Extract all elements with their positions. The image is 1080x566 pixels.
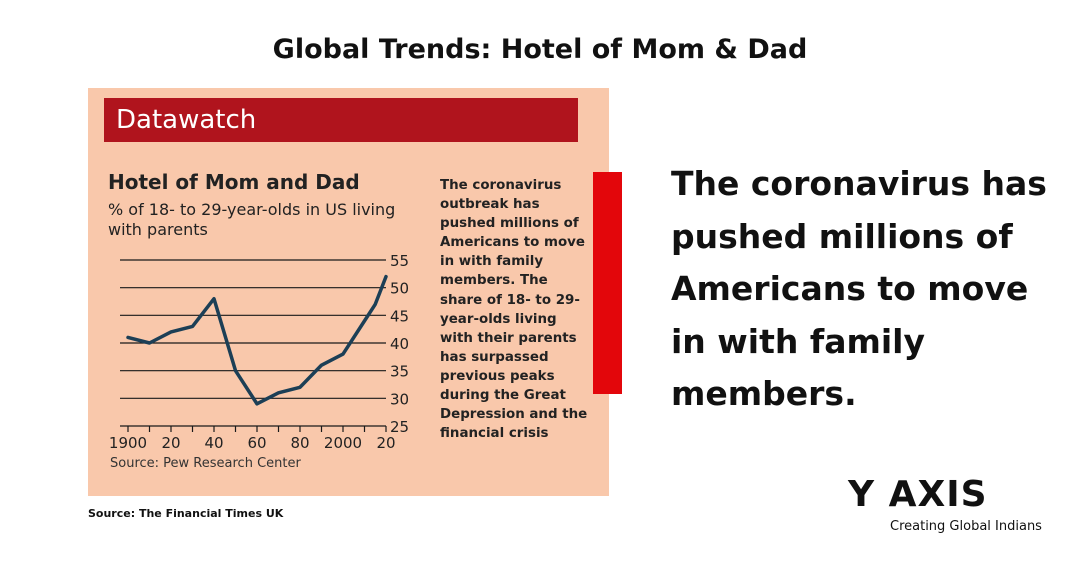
headline-quote: The coronavirus has pushed millions of Americans to move in with family members. bbox=[671, 164, 1047, 413]
y-tick-label: 35 bbox=[390, 362, 410, 381]
y-tick-label: 40 bbox=[390, 335, 410, 353]
banner-label: Datawatch bbox=[116, 105, 257, 135]
y-tick-label: 30 bbox=[390, 390, 410, 409]
x-tick-label: 2000 bbox=[323, 434, 363, 452]
series-line bbox=[128, 277, 386, 404]
accent-bar bbox=[593, 172, 622, 394]
y-tick-label: 50 bbox=[390, 279, 410, 298]
chart-annotation: The coronavirus outbreak has pushed millions of Americans to move in with family members. The share of 18- to 29-year-olds living with their parents has surpassed previous peaks during the Great Depression and the financial crisis bbox=[440, 178, 588, 442]
logo-tagline: Creating Global Indians bbox=[890, 519, 1042, 534]
y-tick-label: 55 bbox=[390, 252, 410, 270]
y-tick-label: 45 bbox=[390, 307, 410, 326]
chart-title: Hotel of Mom and Dad bbox=[108, 170, 360, 194]
x-tick-label: 80 bbox=[290, 434, 310, 452]
x-tick-label: 60 bbox=[247, 434, 267, 452]
x-tick-label: 20 bbox=[161, 434, 181, 452]
chart-source: Source: Pew Research Center bbox=[110, 456, 301, 471]
yaxis-logo: Y AXIS bbox=[848, 474, 988, 515]
y-tick-label: 25 bbox=[390, 418, 410, 436]
source-footer: Source: The Financial Times UK bbox=[88, 507, 284, 520]
page-title: Global Trends: Hotel of Mom & Dad bbox=[272, 34, 808, 65]
x-tick-label: 40 bbox=[204, 434, 224, 452]
chart-subtitle: % of 18- to 29-year-olds in US living with parents bbox=[108, 200, 396, 239]
x-tick-label: 1900 bbox=[108, 434, 148, 452]
x-tick-label: 20 bbox=[376, 434, 396, 452]
datawatch-panel bbox=[88, 88, 609, 496]
